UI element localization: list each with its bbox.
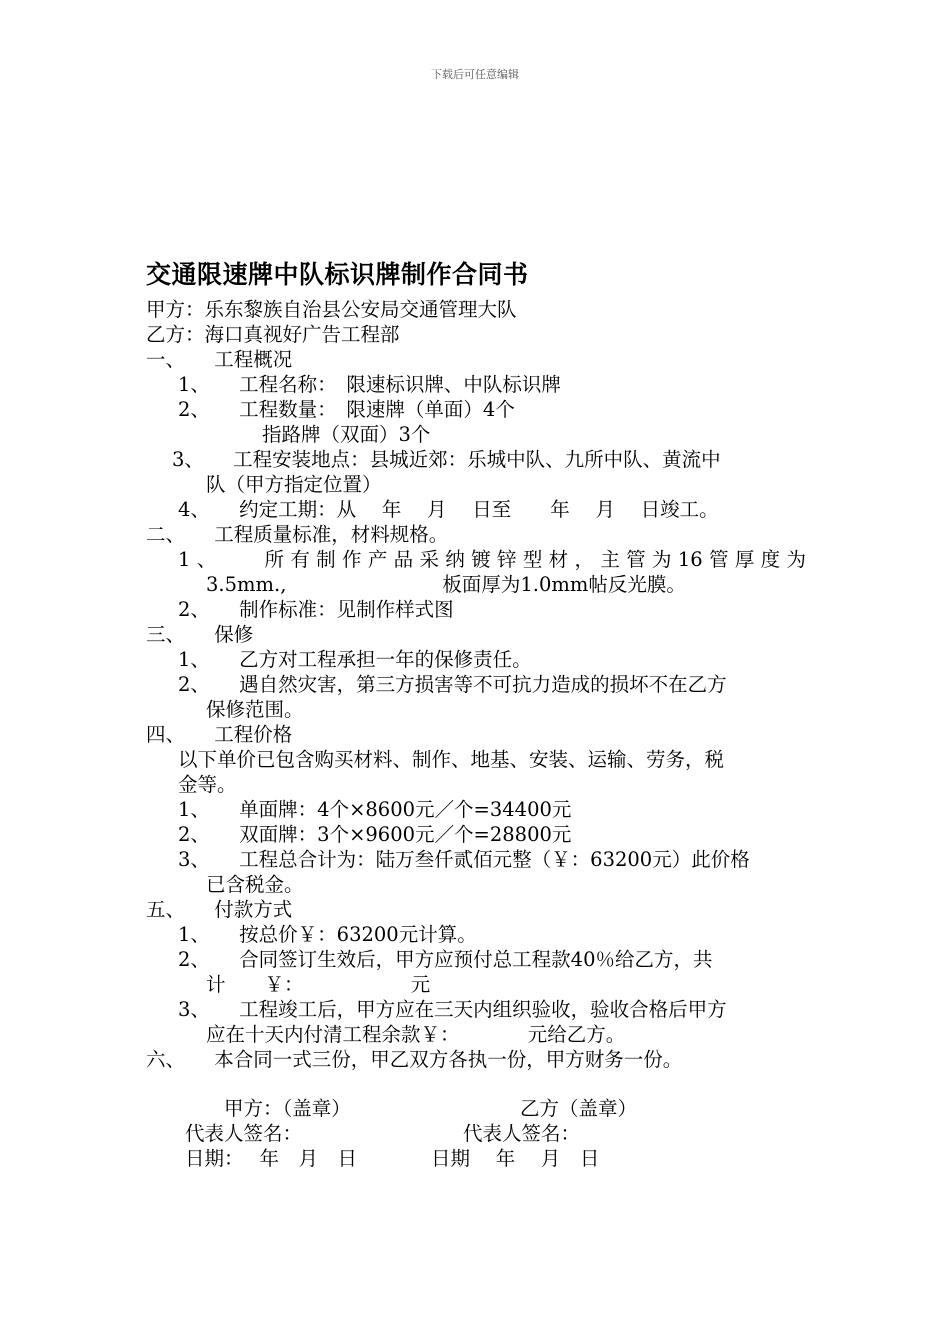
party-b: 乙方：海口真视好广告工程部 bbox=[146, 323, 400, 346]
representative-b: 代表人签名： bbox=[463, 1122, 581, 1145]
section-3-item-2: 2、 遇自然灾害，第三方损害等不可抗力造成的损坏不在乙方 bbox=[178, 673, 727, 696]
section-1-item-3: 3、 工程安装地点：县城近郊：乐城中队、九所中队、黄流中 bbox=[172, 448, 721, 471]
section-1-item-2: 2、 工程数量： 限速牌（单面）4个 bbox=[178, 398, 515, 421]
section-2-heading: 二、 工程质量标准，材料规格。 bbox=[146, 523, 449, 546]
section-2-item-2: 2、 制作标准：见制作样式图 bbox=[178, 598, 454, 621]
section-3-heading: 三、 保修 bbox=[146, 623, 254, 646]
section-1-item-4: 4、 约定工期：从 年 月 日至 年 月 日竣工。 bbox=[178, 498, 719, 521]
section-4-item-3-cont: 已含税金。 bbox=[206, 873, 304, 896]
section-5-item-2-cont: 计 ￥： 元 bbox=[206, 973, 431, 996]
section-1-item-1: 1、 工程名称： 限速标识牌、中队标识牌 bbox=[178, 373, 561, 396]
section-5-item-2: 2、 合同签订生效后，甲方应预付总工程款40％给乙方，共 bbox=[178, 948, 713, 971]
section-4-intro-cont: 金等。 bbox=[178, 773, 237, 796]
section-2-item-1-cont: 3.5mm., 板面厚为1.0mm帖反光膜。 bbox=[206, 573, 686, 596]
section-5-heading: 五、 付款方式 bbox=[146, 898, 293, 921]
document-title: 交通限速牌中队标识牌制作合同书 bbox=[146, 260, 529, 289]
signature-party-b: 乙方（盖章） bbox=[520, 1097, 638, 1120]
section-1-item-2-cont: 指路牌（双面）3个 bbox=[262, 423, 431, 446]
section-4-item-3: 3、 工程总合计为：陆万叁仟贰佰元整（￥：63200元）此价格 bbox=[178, 848, 750, 871]
section-4-heading: 四、 工程价格 bbox=[146, 723, 293, 746]
section-5-item-1: 1、 按总价￥：63200元计算。 bbox=[178, 923, 477, 946]
date-a: 日期： 年 月 日 bbox=[185, 1147, 357, 1170]
party-a: 甲方：乐东黎族自治县公安局交通管理大队 bbox=[146, 298, 517, 321]
section-3-item-2-cont: 保修范围。 bbox=[206, 698, 304, 721]
signature-party-a: 甲方：（盖章） bbox=[224, 1097, 351, 1120]
section-4-intro: 以下单价已包含购买材料、制作、地基、安装、运输、劳务，税 bbox=[178, 748, 725, 771]
section-5-item-3-cont: 应在十天内付清工程余款￥： 元给乙方。 bbox=[206, 1023, 626, 1046]
header-note: 下载后可任意编辑 bbox=[431, 68, 519, 81]
section-5-item-3: 3、 工程竣工后，甲方应在三天内组织验收，验收合格后甲方 bbox=[178, 998, 727, 1021]
section-1-heading: 一、 工程概况 bbox=[146, 348, 293, 371]
section-4-item-1: 1、 单面牌：4个×8600元／个=34400元 bbox=[178, 798, 572, 821]
representative-a: 代表人签名： bbox=[185, 1122, 303, 1145]
section-3-item-1: 1、 乙方对工程承担一年的保修责任。 bbox=[178, 648, 532, 671]
section-1-item-3-cont: 队（甲方指定位置） bbox=[206, 473, 382, 496]
section-6: 六、 本合同一式三份，甲乙双方各执一份，甲方财务一份。 bbox=[146, 1048, 683, 1071]
section-2-item-1: 1、 所有制作产品采纳镀锌型材，主管为16管厚度为 bbox=[178, 548, 806, 571]
date-b: 日期 年 月 日 bbox=[431, 1147, 600, 1170]
section-4-item-2: 2、 双面牌：3个×9600元／个=28800元 bbox=[178, 823, 572, 846]
